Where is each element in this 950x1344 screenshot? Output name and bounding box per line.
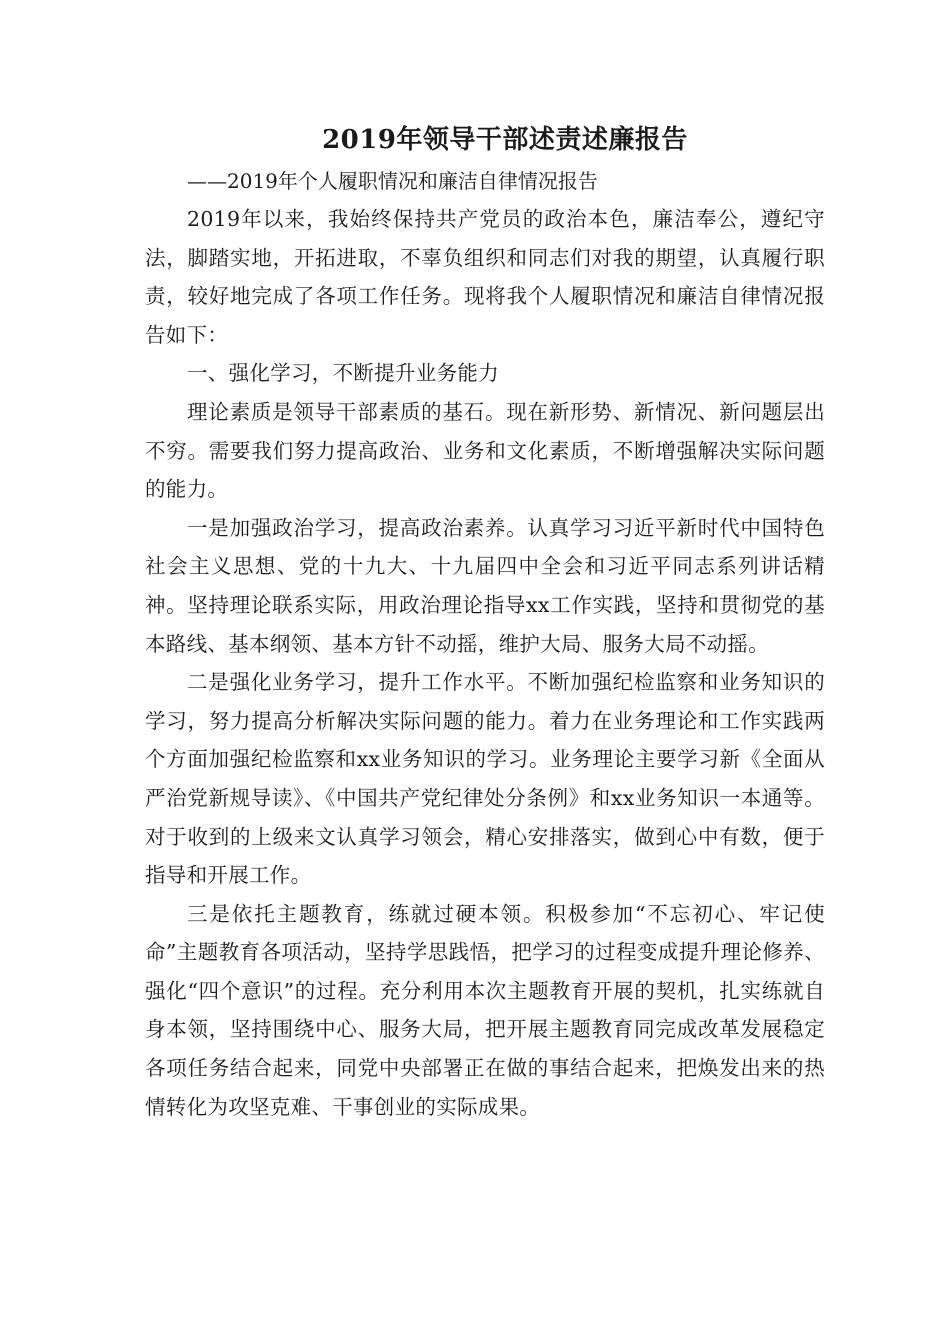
section-heading: 一、强化学习，不断提升业务能力 — [187, 361, 499, 386]
section-paragraph-theme-education: 三是依托主题教育，练就过硬本领。积极参加“不忘初心、牢记使命”主题教育各项活动，坚持学思践悟，把学习的过程变成提升理论修养、强化“四个意识”的过程。充分利用本次主题教育开展的契机，扎实练就自身本领，坚持围绕中心、服务大局，把开展主题教育同完成改革发展稳定各项任务结合起来，同党中央部署正在做的事结合起来，把焕发出来的热情转化为攻坚克难、干事创业的实际成果。 — [145, 901, 825, 1119]
document-subtitle: ——2019年个人履职情况和廉洁自律情况报告 — [187, 169, 598, 193]
section-paragraph-political-study: 一是加强政治学习，提高政治素养。认真学习习近平新时代中国特色社会主义思想、党的十九大、十九届四中全会和习近平同志系列讲话精神。坚持理论联系实际，用政治理论指导xx工作实践，坚持和贯彻党的基本路线、基本纲领、基本方针不动摇，维护大局、服务大局不动摇。 — [145, 515, 825, 656]
section-paragraph: 理论素质是领导干部素质的基石。现在新形势、新情况、新问题层出不穷。需要我们努力提高政治、业务和文化素质，不断增强解决实际问题的能力。 — [145, 399, 825, 502]
intro-paragraph: 2019年以来，我始终保持共产党员的政治本色，廉洁奉公，遵纪守法，脚踏实地，开拓进取，不辜负组织和同志们对我的期望，认真履行职责，较好地完成了各项工作任务。现将我个人履职情况和廉洁自律情况报告如下： — [145, 207, 825, 347]
section-paragraph-business-study: 二是强化业务学习，提升工作水平。不断加强纪检监察和业务知识的学习，努力提高分析解决实际问题的能力。着力在业务理论和工作实践两个方面加强纪检监察和xx业务知识的学习。业务理论主要学习新《全面从严治党新规导读》、《中国共产党纪律处分条例》和xx业务知识一本通等。对于收到的上级来文认真学习领会，精心安排落实，做到心中有数，便于指导和开展工作。 — [145, 670, 825, 888]
document-title: 2019年领导干部述责述廉报告 — [322, 125, 688, 155]
document-page — [145, 118, 825, 1126]
